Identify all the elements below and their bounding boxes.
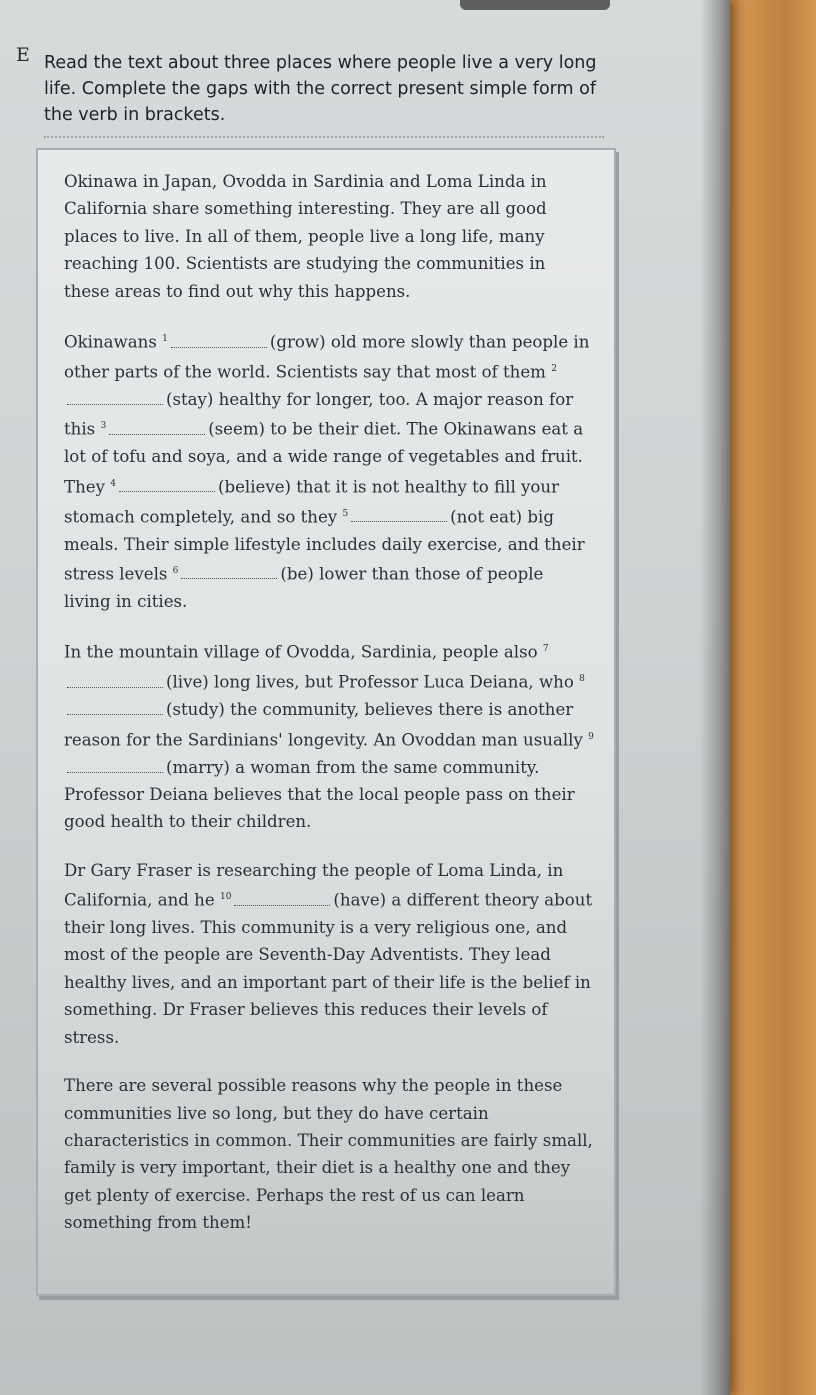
gap-number: 6 — [172, 565, 179, 576]
reading-text — [64, 168, 594, 1258]
answer-gap[interactable] — [351, 509, 447, 522]
paragraph-text: Dr Gary Fraser is researching the people of Loma Linda, in California, and he — [64, 860, 564, 910]
paragraph — [64, 1072, 594, 1236]
paragraph-text: (marry) a woman from the same community. Professor Deiana believes that the local people pass on their good health to their children. — [64, 757, 575, 832]
gap-number: 5 — [342, 508, 349, 519]
paragraph-text: (be) lower than those of people living in cities. — [64, 564, 544, 611]
gap-number: 4 — [110, 478, 116, 489]
paragraph-text: Okinawa in Japan, Ovodda in Sardinia and Loma Linda in California share something interesting. They are all good places to live. In all of them, people live a long life, many reaching 100. Scientists are studying the communities in these areas to find out why this happens. — [64, 172, 547, 301]
exercise-letter: E — [16, 44, 30, 66]
page-top-shadow — [460, 0, 610, 10]
paragraph — [64, 326, 594, 615]
gap-number: 7 — [542, 644, 549, 655]
answer-gap[interactable] — [67, 675, 163, 688]
paragraph-text: There are several possible reasons why the people in these communities live so long, but they do have certain characteristics in common. Their communities are fairly small, family is very important, their diet is a healthy one and they get plenty of exercise. Perhaps the rest of us can learn something from them! — [64, 1076, 593, 1233]
paragraph-text: (stay) healthy for longer, too. A major reason for this — [64, 389, 574, 439]
paragraph — [64, 636, 594, 835]
gap-number: 1 — [162, 334, 168, 345]
paragraph-text: (study) the community, believes there is another reason for the Sardinians' longevity. An Ovoddan man usually — [64, 700, 589, 750]
paragraph-text: (not eat) big meals. Their simple lifestyle includes daily exercise, and their stress levels — [64, 507, 585, 584]
page-curl-shadow — [700, 0, 730, 1395]
paragraph — [64, 857, 594, 1051]
answer-gap[interactable] — [181, 566, 277, 579]
answer-gap[interactable] — [119, 479, 215, 492]
gap-number: 9 — [588, 731, 594, 742]
paragraph-text: (live) long lives, but Professor Luca Deiana, who — [166, 672, 580, 692]
paragraph-text: (seem) to be their diet. The Okinawans eat a lot of tofu and soya, and a wide range of vegetables and fruit. They — [64, 419, 584, 497]
dotted-divider — [44, 136, 604, 138]
exercise-instruction: Read the text about three places where people live a very long life. Complete the gaps with the correct present simple form of the verb in brackets. — [44, 53, 597, 125]
paragraph-text: (believe) that it is not healthy to fill your stomach completely, and so they — [64, 477, 560, 527]
paragraph-text: In the mountain village of Ovodda, Sardinia, people also — [64, 642, 543, 662]
paragraph — [64, 168, 594, 305]
answer-gap[interactable] — [67, 760, 163, 773]
paragraph-text: (have) a different theory about their long lives. This community is a very religious one, and most of the people are Seventh-Day Adventists. They lead healthy lives, and an important part of their life is the belief in something. Dr Fraser believes this reduces their levels of stress. — [64, 890, 593, 1047]
gap-number: 8 — [579, 674, 585, 685]
desk-background — [716, 0, 816, 1395]
gap-number: 2 — [551, 363, 557, 374]
paragraph-text: Okinawans — [64, 332, 163, 352]
answer-gap[interactable] — [234, 893, 330, 906]
answer-gap[interactable] — [171, 335, 267, 348]
gap-number: 3 — [100, 421, 107, 432]
answer-gap[interactable] — [67, 702, 163, 715]
reading-text-box — [36, 148, 616, 1296]
paragraph-text: (grow) old more slowly than people in other parts of the world. Scientists say that most of them — [64, 332, 590, 382]
gap-number: 10 — [219, 892, 232, 903]
answer-gap[interactable] — [67, 392, 163, 405]
answer-gap[interactable] — [109, 422, 205, 435]
